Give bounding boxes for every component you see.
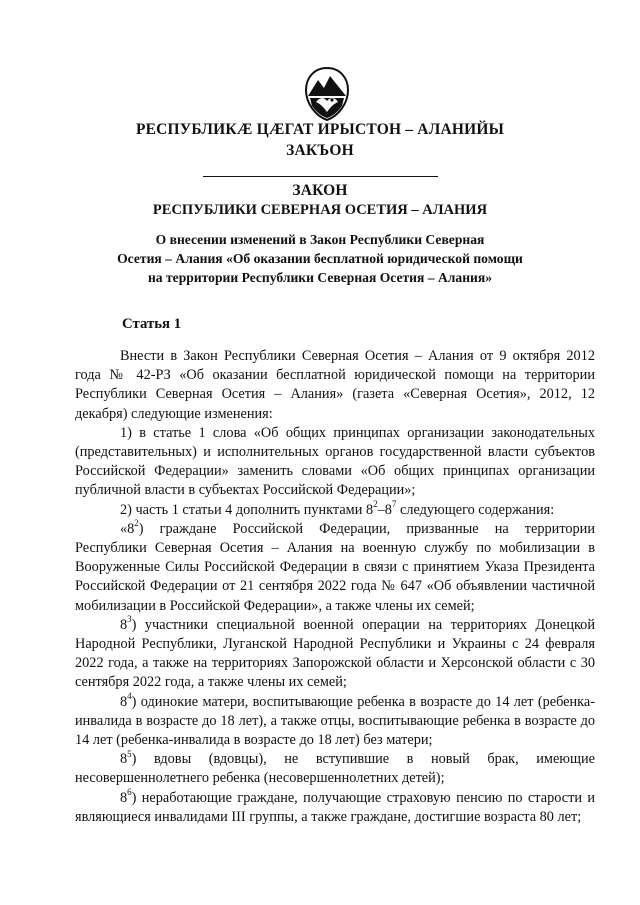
law-subject-line-1: О внесении изменений в Закон Республики Северная	[155, 232, 485, 247]
article-heading: Статья 1	[122, 316, 182, 332]
paragraph-item-2: 2) часть 1 статьи 4 дополнить пунктами $8^2-8^7$ следующего содержания:	[120, 498, 555, 518]
paragraph-intro: Внести в Закон Республики Северная Осетия – Алания от 9 октября 2012 года № 42-РЗ «Об оказании бесплатной юридической помощи на территории Республики Северная Осетия – Алания» (газета «Северная Осетия», 2012, 12 декабря) следующие изменения:	[75, 348, 595, 422]
law-title-ossetian: ЗАКЪОН	[286, 142, 354, 159]
paragraph-point-8-2: «$8^2$) граждане Российской Федерации, призванные на территории Республики Северная Осетия – Алания на военную службу по мобилизации в Вооруженные Силы Российской Федерации в связи с принятием Указа Президента Российской Федерации от 21 сентября 2022 года № 647 «Об объявлении частичной мобилизации в Российской Федерации», а также члены их семей;	[75, 518, 595, 614]
law-subject-line-3: на территории Республики Северная Осетия – Алания»	[147, 270, 493, 285]
paragraph-point-8-4: $8^4$) одинокие матери, воспитывающие ребенка в возрасте до 14 лет (ребенка-инвалида в возрасте до 18 лет), а также отцы, воспитывающие ребенка в возрасте до 14 лет (ребенка-инвалида в возрасте до 18 лет) без матери;	[75, 690, 595, 749]
article-body	[75, 347, 595, 827]
paragraph-point-8-6: $8^6$) неработающие граждане, получающие страховую пенсию по старости и являющиеся инвалидами III группы, а также граждане, достигшие возраста 80 лет;	[75, 786, 595, 825]
paragraph-point-8-3: $8^3$) участники специальной военной операции на территориях Донецкой Народной Республики, Луганской Народной Республики и Украины с 24 февраля 2022 года, а также на территориях Запорожской области и Херсонской области с 30 сентября 2022 года, а также члены их семей;	[75, 614, 595, 691]
law-subject-line-2: Осетия – Алания «Об оказании бесплатной юридической помощи	[117, 251, 523, 266]
divider	[203, 176, 438, 177]
republic-name: РЕСПУБЛИКИ СЕВЕРНАЯ ОСЕТИЯ – АЛАНИЯ	[152, 202, 488, 218]
coat-of-arms-emblem	[302, 66, 352, 122]
republic-name-ossetian: РЕСПУБЛИКӔ ЦӔГАТ ИРЫСТОН – АЛАНИЙЫ	[135, 121, 505, 138]
paragraph-item-1: 1) в статье 1 слова «Об общих принципах организации законодательных (представительных) и исполнительных органов государственной власти субъектов Российской Федерации» заменить словами «Об общих принципах организации публичной власти в субъектах Российской Федерации»;	[75, 424, 595, 499]
paragraph-point-8-5: $8^5$) вдовы (вдовцы), не вступившие в новый брак, имеющие несовершеннолетнего ребенка (несовершеннолетних детей);	[75, 748, 595, 787]
law-title: ЗАКОН	[292, 182, 348, 199]
